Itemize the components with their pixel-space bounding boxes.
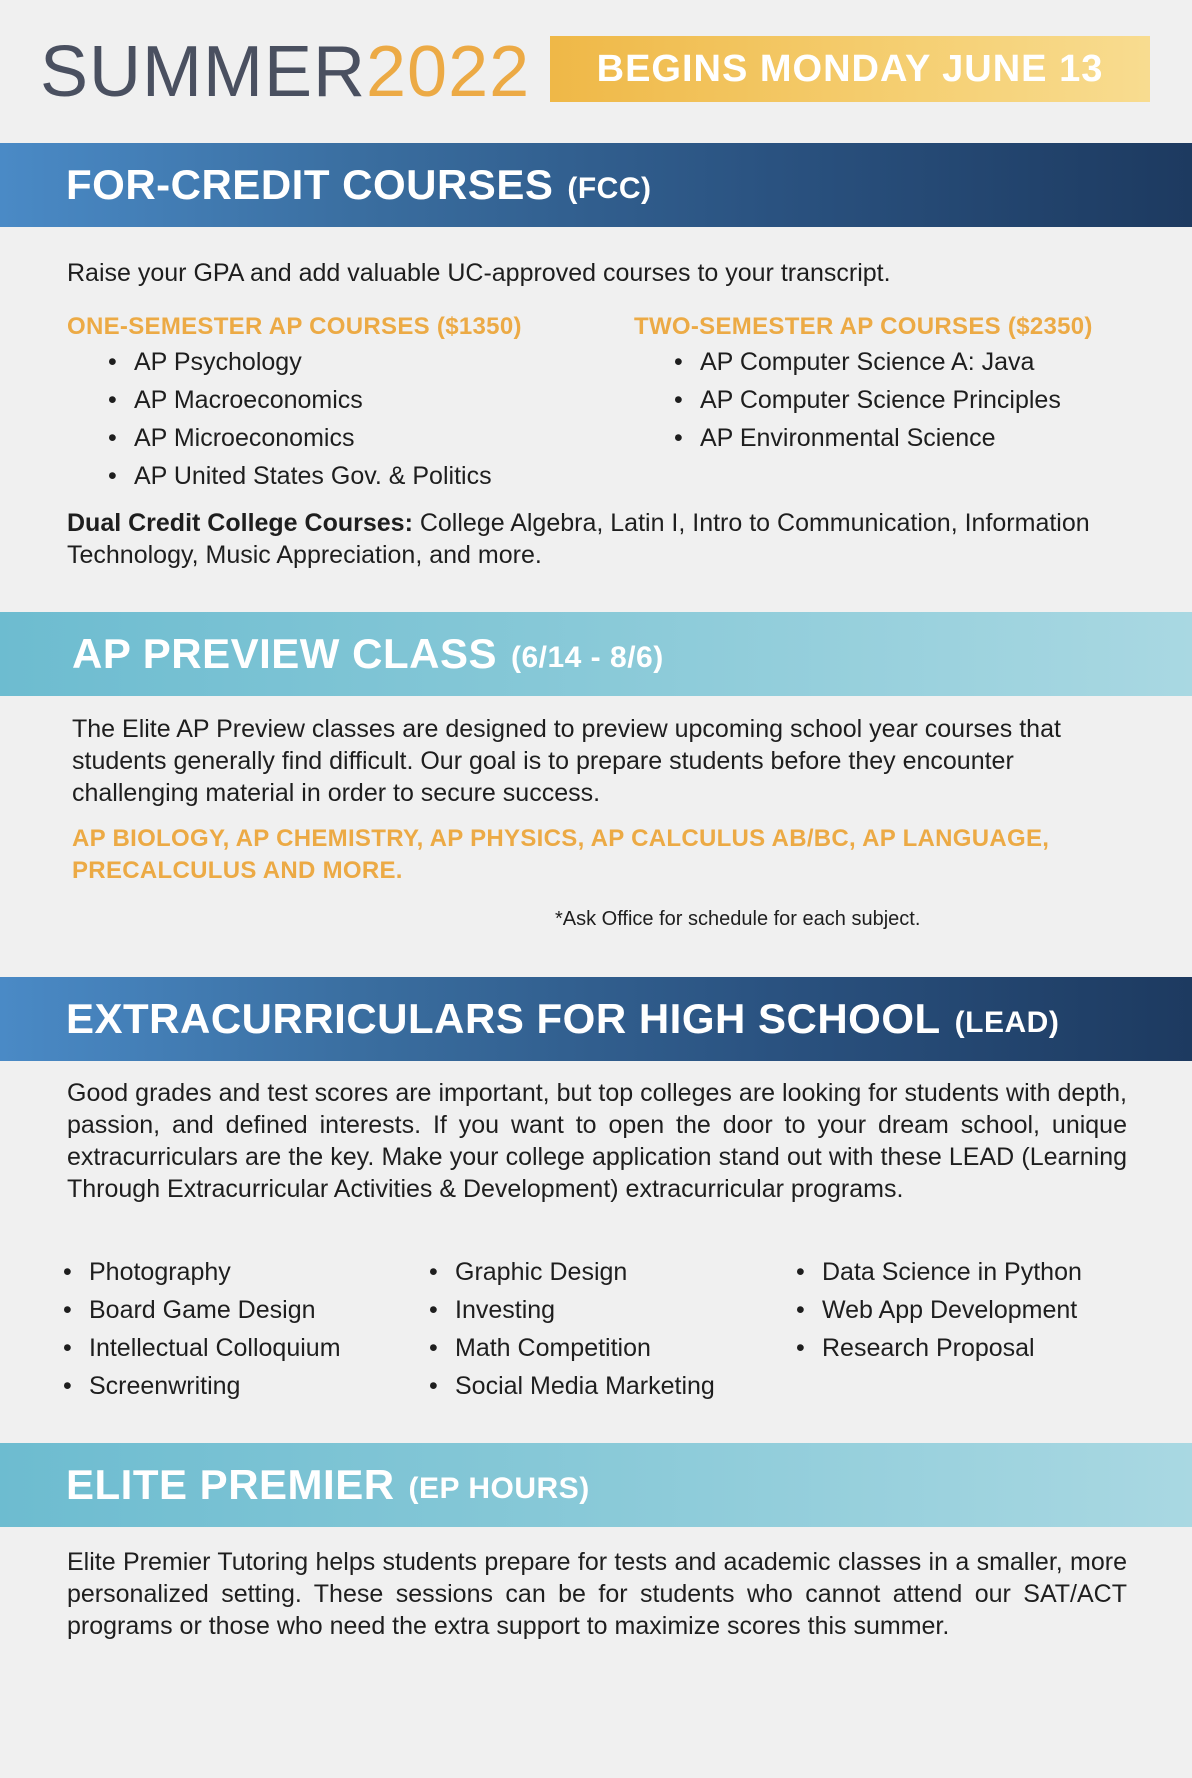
preview-title: AP PREVIEW CLASS	[72, 630, 497, 677]
dual-credit-text	[67, 507, 1127, 571]
list-item: • Board Game Design	[63, 1291, 341, 1329]
list-item: • AP Computer Science Principles	[674, 381, 1061, 419]
fcc-title: FOR-CREDIT COURSES	[66, 161, 554, 208]
begins-badge: BEGINS MONDAY JUNE 13	[550, 36, 1150, 102]
title-word: SUMMER	[40, 32, 366, 112]
preview-subtitle: (6/14 - 8/6)	[510, 641, 664, 674]
list-item: • Intellectual Colloquium	[63, 1329, 341, 1367]
list-item: • Investing	[429, 1291, 715, 1329]
list-item: • AP Psychology	[108, 343, 492, 381]
dual-credit-courses: College Algebra, Latin I, Intro to Communication, Information Technology, Music Appreciation, and more.	[67, 509, 1090, 569]
list-item: • Social Media Marketing	[429, 1367, 715, 1405]
fcc-section-header	[0, 143, 1192, 227]
list-item: • AP United States Gov. & Politics	[108, 457, 492, 495]
list-item: • AP Macroeconomics	[108, 381, 492, 419]
list-item: • Web App Development	[796, 1291, 1082, 1329]
list-item: • AP Microeconomics	[108, 419, 492, 457]
list-item: • AP Computer Science A: Java	[674, 343, 1061, 381]
fcc-intro: Raise your GPA and add valuable UC-approved courses to your transcript.	[67, 259, 891, 287]
two-semester-list	[674, 343, 1061, 457]
lead-list-col1	[63, 1253, 341, 1405]
premier-subtitle: (EP HOURS)	[408, 1472, 590, 1505]
premier-title: ELITE PREMIER	[66, 1461, 395, 1508]
summer-title	[40, 32, 531, 112]
list-item: • AP Environmental Science	[674, 419, 1061, 457]
one-semester-list	[108, 343, 492, 495]
list-item: • Data Science in Python	[796, 1253, 1082, 1291]
preview-subjects: AP BIOLOGY, AP CHEMISTRY, AP PHYSICS, AP CALCULUS AB/BC, AP LANGUAGE, PRECALCULUS AND MORE.	[72, 825, 1050, 884]
list-item: • Research Proposal	[796, 1329, 1082, 1367]
lead-subtitle: (LEAD)	[954, 1006, 1060, 1039]
lead-list-col3	[796, 1253, 1082, 1367]
one-semester-heading: ONE-SEMESTER AP COURSES ($1350)	[67, 313, 522, 340]
lead-title: EXTRACURRICULARS FOR HIGH SCHOOL	[66, 995, 941, 1042]
list-item: • Graphic Design	[429, 1253, 715, 1291]
list-item: • Math Competition	[429, 1329, 715, 1367]
list-item: • Photography	[63, 1253, 341, 1291]
premier-description: Elite Premier Tutoring helps students prepare for tests and academic classes in a smaller, more personalized setting. These sessions can be for students who cannot attend our SAT/ACT programs or those who need the extra support to maximize scores this summer.	[67, 1548, 1127, 1640]
lead-section-header	[0, 977, 1192, 1061]
list-item: • Screenwriting	[63, 1367, 341, 1405]
preview-note: *Ask Office for schedule for each subject.	[555, 908, 921, 930]
fcc-subtitle: (FCC)	[567, 172, 652, 205]
dual-credit-label: Dual Credit College Courses:	[67, 509, 413, 537]
preview-description: The Elite AP Preview classes are designed to preview upcoming school year courses that students generally find difficult. Our goal is to prepare students before they encounter challenging material in order to secure success.	[72, 715, 1061, 807]
premier-section-header	[0, 1443, 1192, 1527]
page-header	[40, 32, 1152, 112]
title-year: 2022	[366, 32, 531, 112]
lead-list-col2	[429, 1253, 715, 1405]
two-semester-heading: TWO-SEMESTER AP COURSES ($2350)	[634, 313, 1093, 340]
preview-section-header	[0, 612, 1192, 696]
lead-description: Good grades and test scores are important, but top colleges are looking for students with depth, passion, and defined interests. If you want to open the door to your dream school, unique extracurriculars are the key. Make your college application stand out with these LEAD (Learning Through Extracurricular Activities & Development) extracurricular programs.	[67, 1079, 1127, 1203]
